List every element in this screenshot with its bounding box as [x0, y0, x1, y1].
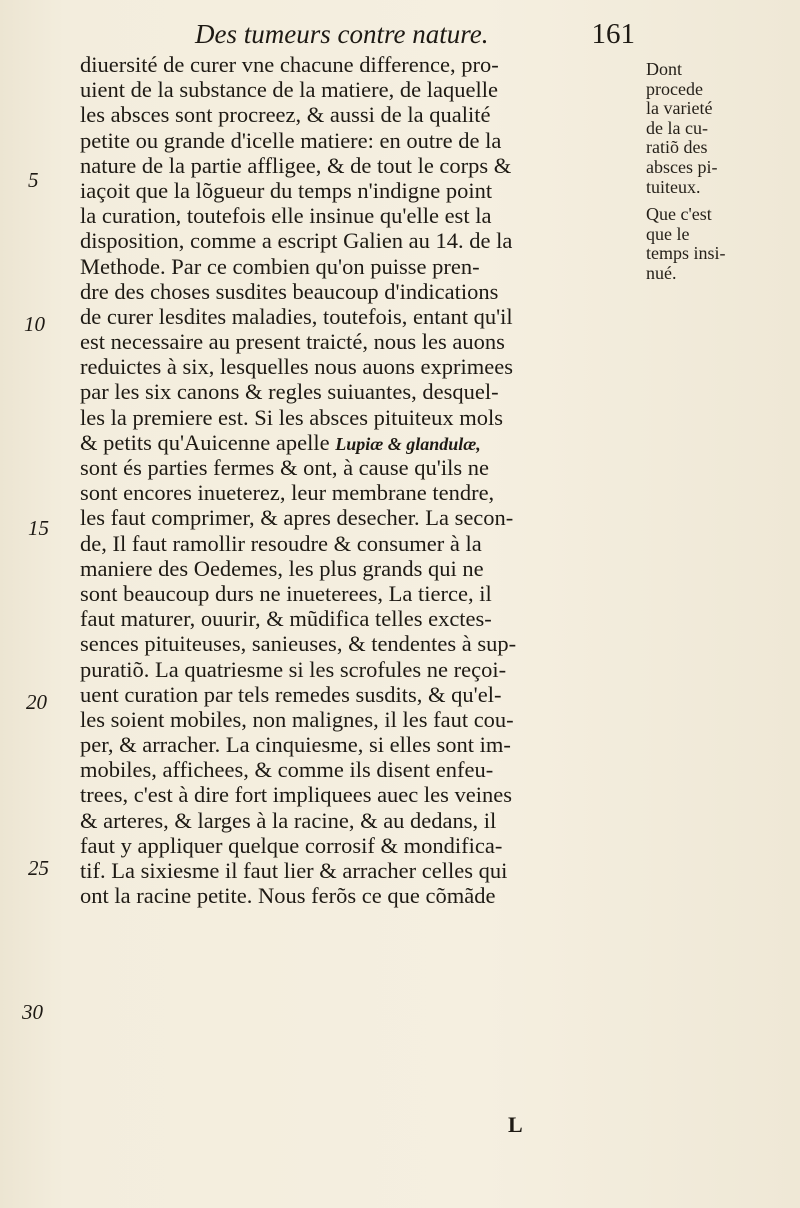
text-line: & arteres, & larges à la racine, & au dedans, il — [80, 807, 497, 833]
running-title: Des tumeurs contre nature. — [195, 19, 489, 49]
margin-note-line: Que c'est — [646, 204, 712, 225]
margin-note-line: ratiõ des — [646, 137, 708, 158]
text-line: petite ou grande d'icelle matiere: en outre de la — [80, 127, 502, 153]
text-line: per, & arracher. La cinquiesme, si elles sont im- — [80, 732, 511, 758]
text-line: puratiõ. La quatriesme si les scrofules ne reçoi- — [80, 656, 507, 682]
text-line: sont és parties fermes & ont, à cause qu'ils ne — [80, 455, 489, 480]
page-number: 161 — [591, 18, 635, 50]
text-line: les faut comprimer, & apres desecher. La secon- — [80, 505, 514, 531]
text-line: faut maturer, ouurir, & mũdifica telles exctes- — [80, 606, 492, 632]
text-line: dre des choses susdites beaucoup d'indications — [80, 278, 499, 304]
line-number: 10 — [24, 312, 45, 336]
text-line: sont encores inueterez, leur membrane tendre, — [80, 480, 495, 506]
italic-phrase: Lupiæ & glandulæ, — [335, 433, 481, 454]
text-line: trees, c'est à dire fort impliquees auec les veines — [80, 782, 513, 808]
margin-notes — [646, 60, 756, 284]
text-line: est necessaire au present traicté, nous les auons — [80, 329, 505, 355]
text-line: mobiles, affichees, & comme ils disent enfeu- — [80, 757, 494, 783]
line-number: 25 — [28, 856, 49, 880]
text-line: de curer lesdites maladies, toutefois, entant qu'il — [80, 303, 513, 329]
text-line: uient de la substance de la matiere, de laquelle — [80, 77, 498, 103]
margin-note-line: tuiteux. — [646, 176, 701, 197]
text-line: reduictes à six, lesquelles nous auons exprimees — [80, 354, 514, 380]
margin-note-line: temps insi- — [646, 243, 726, 264]
text-line-with-italic — [80, 430, 636, 455]
text-line: la curation, toutefois elle insinue qu'elle est la — [80, 203, 492, 229]
text-line: nature de la partie affligee, & de tout le corps & — [80, 152, 512, 178]
margin-note-line: de la cu- — [646, 117, 708, 138]
margin-note-line: procede — [646, 78, 703, 99]
text-line: diuersité de curer vne chacune difference, pro- — [80, 52, 499, 77]
margin-note-line: absces pi- — [646, 156, 718, 177]
text-line: tif. La sixiesme il faut lier & arracher celles qui — [80, 858, 508, 883]
line-number: 5 — [28, 168, 39, 192]
running-header — [195, 14, 635, 54]
body-text — [80, 52, 636, 908]
text-line: les soient mobiles, non malignes, il les faut cou- — [80, 706, 514, 732]
text-line: Methode. Par ce combien qu'on puisse pren- — [80, 253, 480, 279]
text-line: iaçoit que la lõgueur du temps n'indigne point — [80, 177, 493, 203]
text-line: par les six canons & regles suiuantes, desquel- — [80, 379, 499, 405]
line-number: 30 — [22, 1000, 43, 1024]
text-line: maniere des Oedemes, les plus grands qui ne — [80, 555, 484, 581]
text-line: faut y appliquer quelque corrosif & mondifica- — [80, 832, 503, 858]
text-line: uent curation par tels remedes susdits, & qu'el- — [80, 681, 502, 707]
line-number: 15 — [28, 516, 49, 540]
line-numbers — [0, 0, 60, 1208]
text-line: de, Il faut ramollir resoudre & consumer à la — [80, 530, 482, 556]
margin-note-line: que le — [646, 223, 690, 244]
text-line: ont la racine petite. Nous ferõs ce que cõmãde — [80, 883, 496, 909]
text-line: sences pituiteuses, sanieuses, & tendentes à sup- — [80, 631, 517, 657]
line-number: 20 — [26, 690, 47, 714]
margin-note-line: Dont — [646, 59, 682, 79]
text-segment: & petits qu'Auicenne apelle — [80, 429, 336, 455]
printer-signature: L — [508, 1112, 523, 1137]
text-line: disposition, comme a escript Galien au 14. de la — [80, 228, 513, 254]
margin-note-line: nué. — [646, 262, 677, 283]
margin-note-line: la varieté — [646, 98, 713, 119]
text-line: sont beaucoup durs ne inueterees, La tierce, il — [80, 580, 492, 606]
text-line: les absces sont procreez, & aussi de la qualité — [80, 102, 491, 128]
text-line: les la premiere est. Si les absces pituiteux mols — [80, 404, 504, 430]
